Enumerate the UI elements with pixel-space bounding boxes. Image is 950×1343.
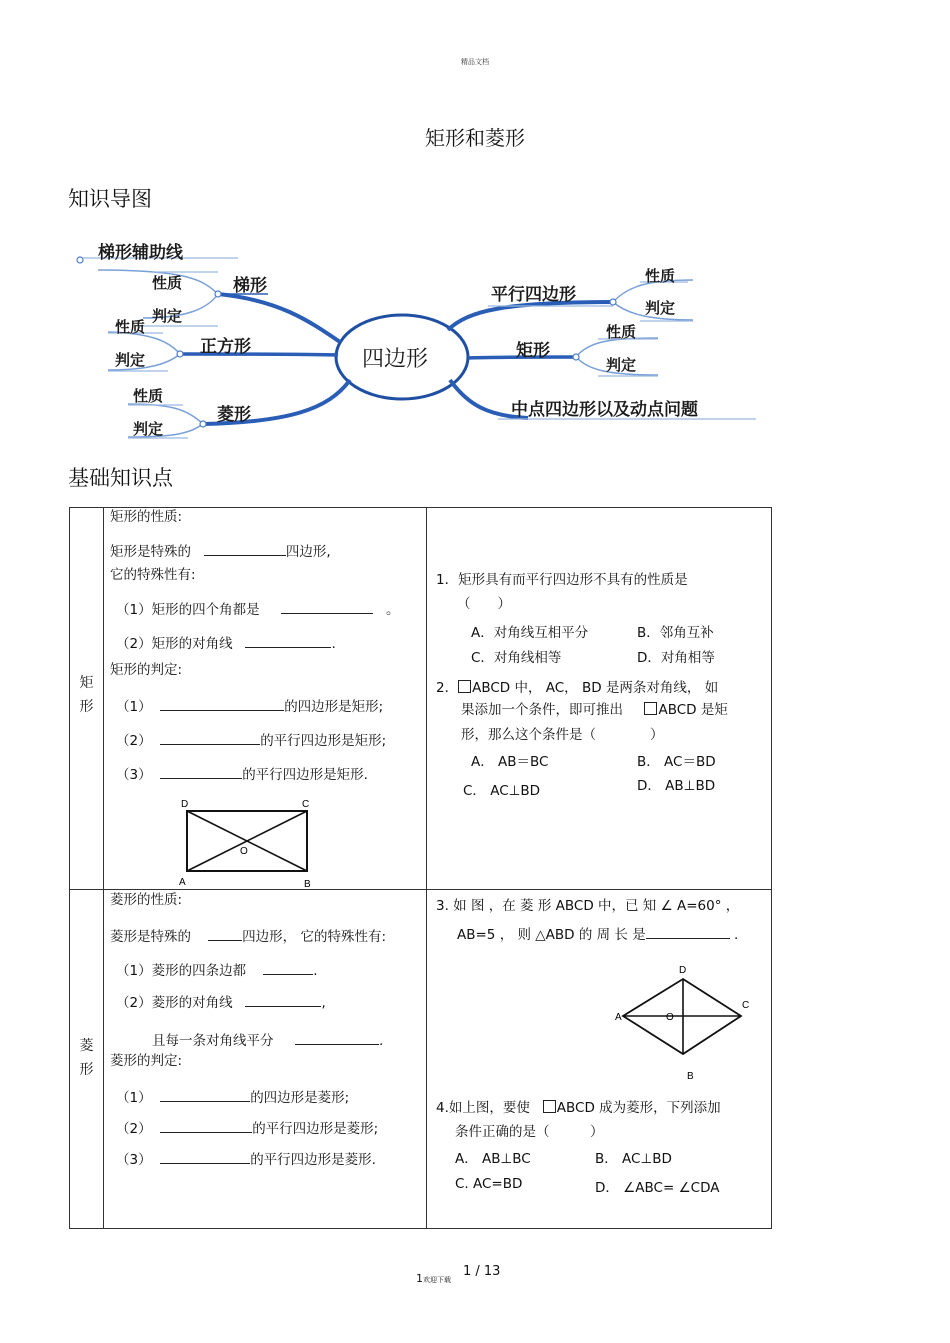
header-note: 精品文档	[461, 58, 489, 66]
q2-line-3: 形，那么这个条件是（ ）	[461, 727, 664, 743]
rectangle-questions-cell	[427, 508, 772, 890]
rhombus-prop-3: 且每一条对角线平分 .	[152, 1033, 384, 1049]
fig-label-A: A	[179, 877, 186, 888]
fig-label-D: D	[181, 799, 189, 810]
rhombus-special-line: 菱形是特殊的 四边形， 它的特殊性有:	[110, 929, 387, 945]
mindmap-section-title: 知识导图	[68, 187, 152, 211]
rect-special-line: 矩形是特殊的 四边形,	[110, 544, 331, 560]
rect-judge-1: （1） 的四边形是矩形;	[116, 699, 384, 715]
fig-label-C: C	[302, 799, 310, 810]
mindmap-rectangle-prop: 性质	[606, 323, 637, 341]
mindmap-center: 四边形	[362, 347, 429, 372]
fig-label-D: D	[679, 965, 687, 976]
fig-label-A: A	[615, 1012, 622, 1023]
rhombus-properties-cell	[104, 890, 427, 1229]
rect-judge-3: （3） 的平行四边形是矩形.	[116, 767, 368, 783]
q1-stem: 1．矩形具有而平行四边形不具有的性质是	[436, 572, 688, 588]
q2-option-a: A． AB＝BC	[471, 754, 549, 770]
footer-number: 1	[416, 1272, 423, 1285]
mindmap-trapezoid-judge: 判定	[152, 307, 183, 325]
q2-option-d: D． AB⊥BD	[637, 778, 716, 794]
parallelogram-icon	[644, 702, 657, 715]
rect-special-intro: 它的特殊性有:	[110, 567, 196, 583]
row-head-char: 形	[79, 699, 94, 715]
fig-label-O: O	[666, 1012, 674, 1023]
mindmap-rhombus-prop: 性质	[133, 387, 164, 405]
q2-option-b: B． AC＝BD	[637, 754, 716, 770]
q4-option-c: C. AC=BD	[455, 1176, 523, 1192]
rect-prop-2: （2）矩形的对角线 .	[116, 636, 336, 652]
basics-section-title: 基础知识点	[68, 466, 173, 490]
mindmap-rectangle: 矩形	[516, 341, 550, 361]
rect-judge-title: 矩形的判定:	[110, 662, 183, 678]
table-row-rhombus	[70, 890, 772, 1229]
rect-prop-1: （1）矩形的四个角都是 。	[116, 602, 400, 618]
rhombus-judge-1: （1） 的四边形是菱形;	[116, 1090, 350, 1106]
q2-line-1: 2． ABCD 中， AC， BD 是两条对角线， 如	[436, 680, 719, 696]
page-counter: 1 / 13	[463, 1264, 501, 1279]
rhombus-prop-1: （1）菱形的四条边都 .	[116, 963, 318, 979]
footer-welcome: 欢迎下载	[423, 1276, 451, 1284]
row-head-char: 矩	[79, 675, 94, 691]
rect-judge-2: （2） 的平行四边形是矩形;	[116, 733, 387, 749]
rectangle-properties-cell	[104, 508, 427, 890]
q3-line-1: 3. 如 图 ，在 菱 形 ABCD 中，已 知 ∠ A=60° ，	[436, 898, 740, 914]
fig-label-C: C	[742, 1000, 750, 1011]
mindmap-rectangle-judge: 判定	[606, 356, 637, 374]
rhombus-prop-2: （2）菱形的对角线 ,	[116, 995, 326, 1011]
knowledge-table	[69, 507, 772, 1229]
q1-paren: （ ）	[457, 596, 511, 612]
footer-note	[416, 1272, 451, 1285]
q2-line-2: 果添加一个条件，即可推出 ABCD 是矩	[461, 702, 728, 718]
fig-label-O: O	[240, 846, 248, 857]
q1-option-a: A．对角线互相平分	[471, 625, 589, 641]
document-title: 矩形和菱形	[425, 126, 525, 150]
rhombus-judge-3: （3） 的平行四边形是菱形.	[116, 1152, 376, 1168]
mindmap-trapezoid-aux: 梯形辅助线	[98, 243, 183, 263]
rect-prop-title: 矩形的性质:	[110, 509, 183, 525]
mindmap-trapezoid-prop: 性质	[152, 274, 183, 292]
mindmap-parallelogram-prop: 性质	[645, 267, 676, 285]
rhombus-figure	[613, 962, 753, 1086]
q2-option-c: C． AC⊥BD	[463, 783, 541, 799]
q4-line-1: 4.如上图，要使 ABCD 成为菱形，下列添加	[436, 1100, 721, 1116]
fig-label-B: B	[304, 879, 311, 888]
mindmap-midpoint: 中点四边形以及动点问题	[511, 400, 698, 420]
q4-option-d: D． ∠ABC= ∠CDA	[595, 1180, 720, 1196]
q4-line-2: 条件正确的是（ ）	[455, 1124, 604, 1140]
row-head-rhombus	[70, 890, 104, 1229]
rhombus-judge-title: 菱形的判定:	[110, 1053, 183, 1069]
mindmap-square: 正方形	[200, 337, 251, 357]
mindmap-square-judge: 判定	[115, 351, 146, 369]
rhombus-questions-cell	[427, 890, 772, 1229]
rhombus-prop-title: 菱形的性质:	[110, 892, 183, 908]
mindmap-square-prop: 性质	[115, 318, 146, 336]
mindmap-rhombus: 菱形	[217, 405, 251, 425]
mindmap-trapezoid: 梯形	[233, 276, 267, 296]
mindmap-parallelogram-judge: 判定	[645, 299, 676, 317]
mindmap-parallelogram: 平行四边形	[491, 285, 576, 305]
q1-option-d: D．对角相等	[637, 650, 715, 666]
q3-line-2: AB=5 ， 则 △ABD 的 周 长 是 .	[457, 927, 739, 943]
q1-option-b: B．邻角互补	[637, 625, 714, 641]
q1-option-c: C．对角线相等	[471, 650, 562, 666]
rhombus-judge-2: （2） 的平行四边形是菱形;	[116, 1121, 379, 1137]
fig-label-B: B	[687, 1071, 694, 1082]
rectangle-figure	[176, 798, 316, 888]
row-head-rectangle	[70, 508, 104, 890]
row-head-char: 形	[79, 1062, 94, 1078]
q4-option-b: B． AC⊥BD	[595, 1151, 672, 1167]
parallelogram-icon	[543, 1100, 556, 1113]
mindmap-rhombus-judge: 判定	[133, 420, 164, 438]
parallelogram-icon	[458, 680, 471, 693]
table-row-rectangle	[70, 508, 772, 890]
q4-option-a: A． AB⊥BC	[455, 1151, 531, 1167]
row-head-char: 菱	[79, 1038, 94, 1054]
